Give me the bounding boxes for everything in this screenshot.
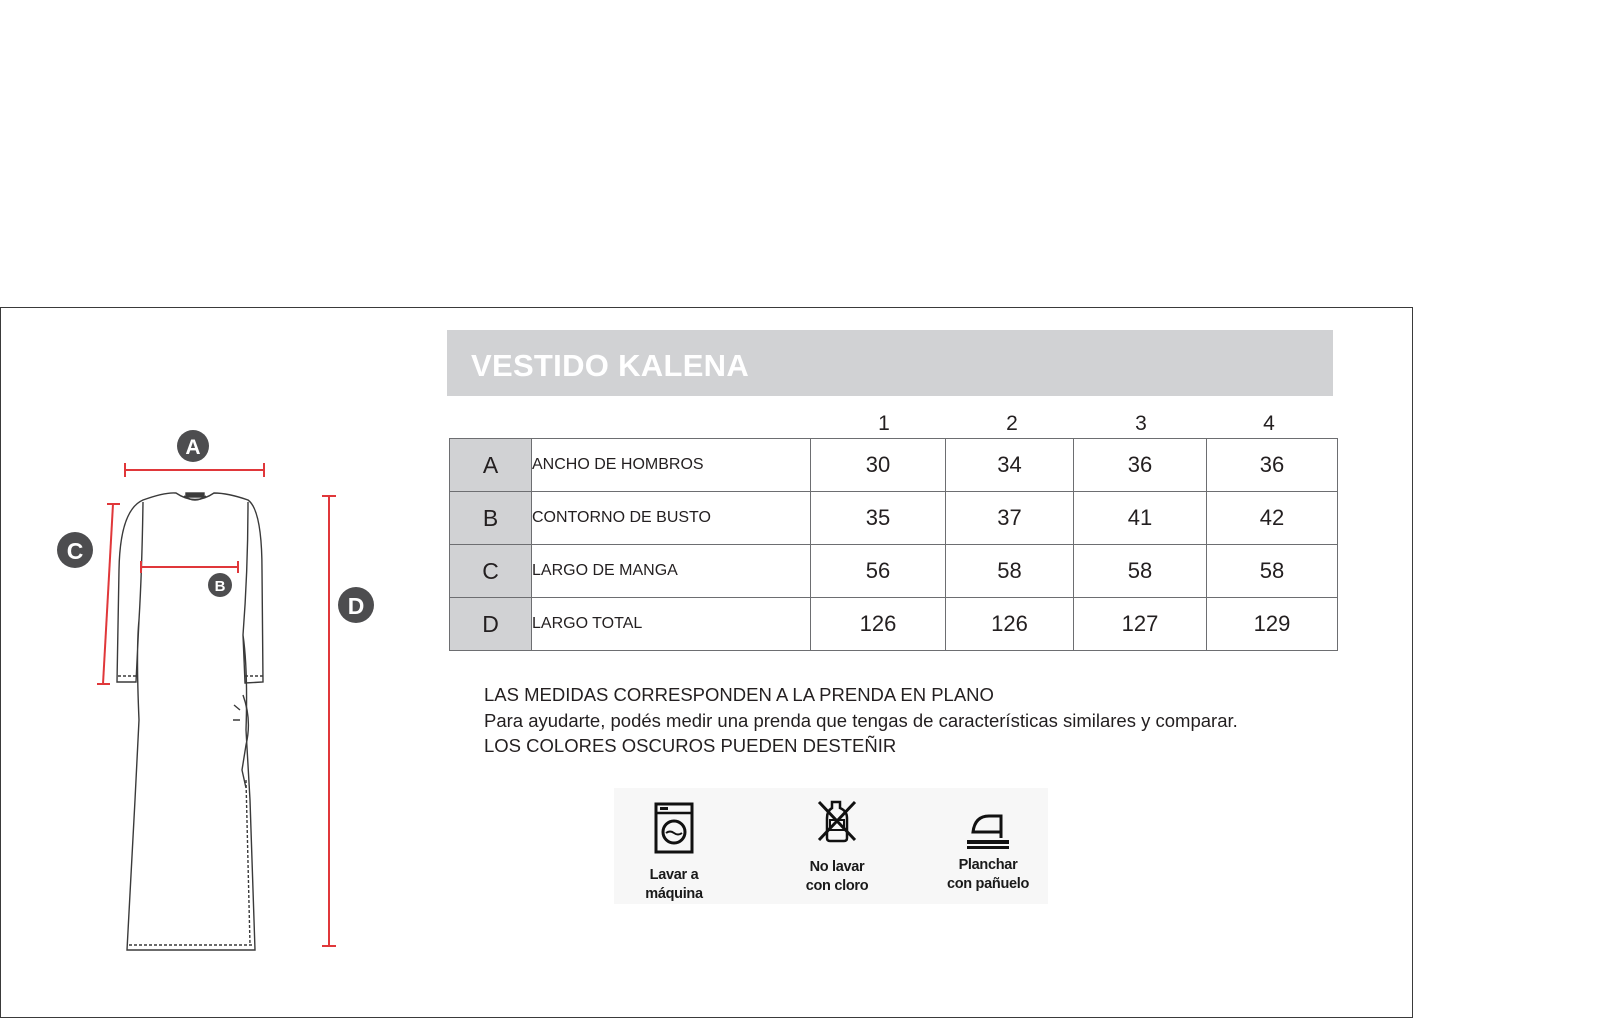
marker-b-label: B (214, 578, 226, 595)
table-cell: 34 (946, 439, 1074, 492)
table-cell: 42 (1207, 492, 1338, 545)
table-cell: 36 (1074, 439, 1207, 492)
row-letter: A (450, 439, 532, 492)
table-cell: 127 (1074, 598, 1207, 651)
table-cell: 126 (946, 598, 1074, 651)
table-cell: 58 (1074, 545, 1207, 598)
size-header-2: 2 (1006, 412, 1018, 435)
iron-icon (963, 808, 1013, 852)
table-row (450, 598, 1338, 651)
care-item (614, 788, 734, 904)
no-bleach-icon (815, 798, 859, 844)
care-label-line2: con pañuelo (946, 876, 1030, 892)
table-cell: 30 (811, 439, 946, 492)
care-label (614, 866, 734, 904)
title-bar (447, 330, 1333, 396)
size-header-4: 4 (1263, 412, 1275, 435)
table-cell: 36 (1207, 439, 1338, 492)
note-line: LAS MEDIDAS CORRESPONDEN A LA PRENDA EN PLANO (484, 684, 994, 705)
table-cell: 58 (1207, 545, 1338, 598)
size-header-3: 3 (1135, 412, 1147, 435)
row-letter: D (450, 598, 532, 651)
marker-d-label: D (347, 593, 365, 619)
dress-outline (117, 493, 263, 950)
table-cell: 41 (1074, 492, 1207, 545)
care-label (928, 856, 1048, 894)
care-label-line2: con cloro (805, 878, 869, 894)
row-letter: B (450, 492, 532, 545)
care-label-line1: Planchar (958, 857, 1018, 873)
row-measure: CONTORNO DE BUSTO (532, 492, 811, 545)
marker-c-label: C (66, 538, 84, 564)
table-cell: 35 (811, 492, 946, 545)
care-label-line2: máquina (645, 886, 703, 902)
washing-machine-icon (654, 802, 694, 854)
measure-a (125, 430, 264, 477)
measurement-notes (484, 682, 1238, 759)
table-cell: 129 (1207, 598, 1338, 651)
care-label (777, 858, 897, 896)
row-measure: LARGO DE MANGA (532, 545, 811, 598)
table-cell: 56 (811, 545, 946, 598)
measure-b (141, 561, 238, 597)
table-cell: 126 (811, 598, 946, 651)
table-cell: 58 (946, 545, 1074, 598)
measure-d (322, 496, 374, 946)
marker-a-label: A (185, 436, 201, 459)
table-row (450, 439, 1338, 492)
care-label-line1: No lavar (809, 859, 865, 875)
table-row (450, 545, 1338, 598)
row-letter: C (450, 545, 532, 598)
table-row (450, 492, 1338, 545)
care-label-line1: Lavar a (649, 867, 699, 883)
product-title: VESTIDO KALENA (471, 348, 750, 383)
size-table (449, 438, 1338, 651)
table-cell: 37 (946, 492, 1074, 545)
dress-diagram (0, 420, 420, 960)
care-instructions (614, 788, 1048, 904)
care-item (928, 788, 1048, 904)
row-measure: LARGO TOTAL (532, 598, 811, 651)
size-header-1: 1 (878, 412, 890, 435)
note-line: LOS COLORES OSCUROS PUEDEN DESTEÑIR (484, 735, 897, 756)
measure-c (57, 504, 120, 684)
row-measure: ANCHO DE HOMBROS (532, 439, 811, 492)
note-line: Para ayudarte, podés medir una prenda que tengas de características similares y comparar. (484, 709, 1238, 731)
care-item (777, 788, 897, 904)
